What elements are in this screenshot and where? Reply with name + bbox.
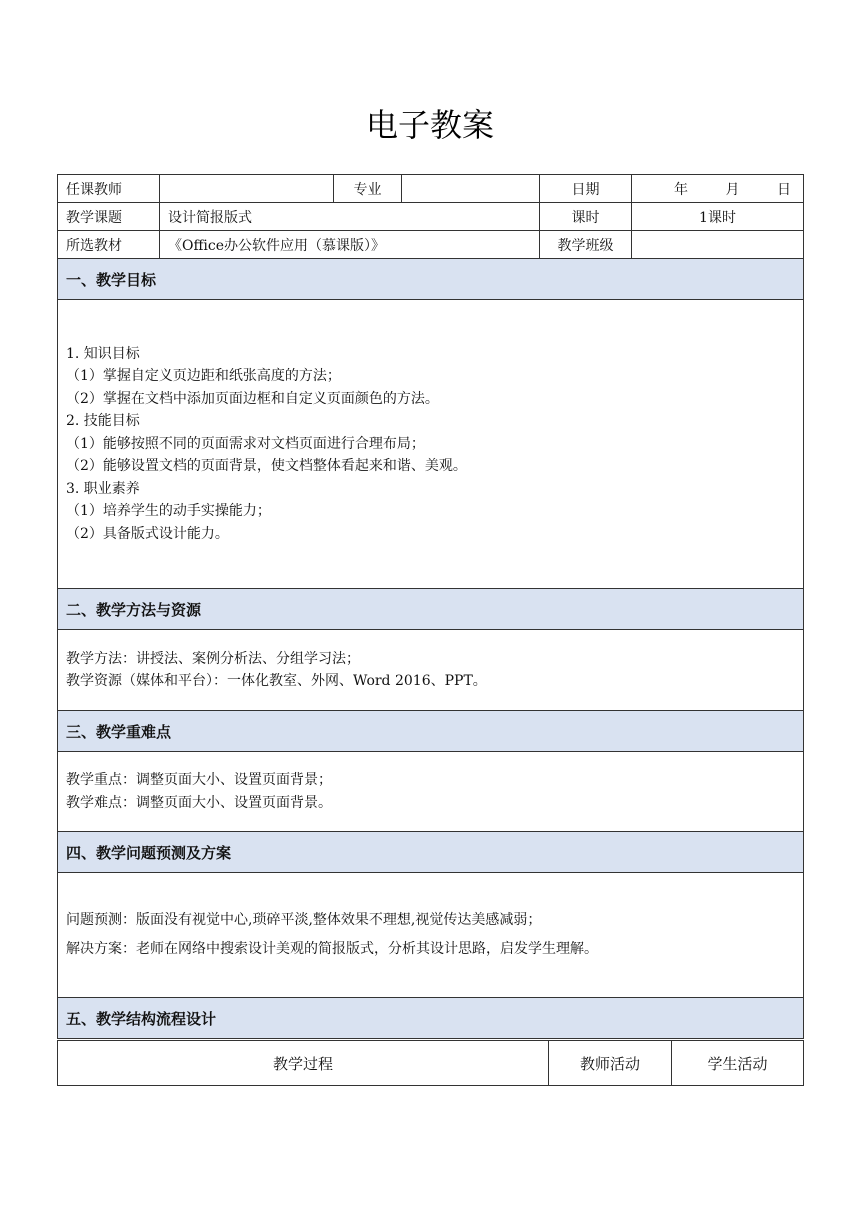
hours-label: 课时 xyxy=(540,203,632,231)
date-year: 年 xyxy=(674,181,688,198)
section-title-problems: 四、教学问题预测及方案 xyxy=(58,832,804,873)
section-header-2 xyxy=(58,589,804,630)
major-value[interactable] xyxy=(402,175,540,203)
textbook-label: 所选教材 xyxy=(58,231,160,259)
info-row-teacher xyxy=(58,175,804,203)
objective-line: 3. 职业素养 xyxy=(66,480,140,497)
keypoints-content xyxy=(58,752,804,832)
section-title-methods: 二、教学方法与资源 xyxy=(58,589,804,630)
date-day: 日 xyxy=(777,181,791,198)
col-student-activity: 学生活动 xyxy=(672,1041,804,1086)
topic-label: 教学课题 xyxy=(58,203,160,231)
methods-line: 教学资源（媒体和平台）：一体化教室、外网、Word 2016、PPT。 xyxy=(66,673,487,689)
objective-line: （1）能够按照不同的页面需求对文档页面进行合理布局； xyxy=(66,435,425,452)
objective-line: （2）能够设置文档的页面背景，使文档整体看起来和谐、美观。 xyxy=(66,458,467,475)
keypoints-line: 教学难点：调整页面大小、设置页面背景。 xyxy=(66,794,332,811)
section-header-3 xyxy=(58,711,804,752)
section-header-1 xyxy=(58,259,804,300)
objective-line: 1. 知识目标 xyxy=(66,345,140,362)
objective-line: （2）具备版式设计能力。 xyxy=(66,525,229,542)
major-label: 专业 xyxy=(334,175,402,203)
lesson-plan-table xyxy=(57,174,804,1039)
objective-line: （1）掌握自定义页边距和纸张高度的方法； xyxy=(66,368,341,385)
keypoints-line: 教学重点：调整页面大小、设置页面背景； xyxy=(66,772,332,788)
section-body-3 xyxy=(58,752,804,832)
class-label: 教学班级 xyxy=(540,231,632,259)
teacher-label: 任课教师 xyxy=(58,175,160,203)
class-value[interactable] xyxy=(632,231,804,259)
date-month: 月 xyxy=(725,181,740,198)
structure-table xyxy=(57,1040,804,1086)
problems-content xyxy=(58,873,804,998)
col-teacher-activity: 教师活动 xyxy=(549,1041,672,1086)
info-row-textbook xyxy=(58,231,804,259)
section-title-objectives: 一、教学目标 xyxy=(58,259,804,300)
methods-content xyxy=(58,630,804,711)
objective-line: （2）掌握在文档中添加页面边框和自定义页面颜色的方法。 xyxy=(66,390,439,407)
topic-value[interactable]: 设计简报版式 xyxy=(160,203,540,231)
section-title-structure: 五、教学结构流程设计 xyxy=(58,998,804,1039)
methods-line: 教学方法：讲授法、案例分析法、分组学习法； xyxy=(66,650,360,667)
date-label: 日期 xyxy=(540,175,632,203)
section-body-1 xyxy=(58,300,804,589)
problems-line: 问题预测：版面没有视觉中心,琐碎平淡,整体效果不理想,视觉传达美感减弱； xyxy=(66,912,542,928)
textbook-value[interactable]: 《Office办公软件应用（慕课版）》 xyxy=(160,231,540,259)
info-row-topic xyxy=(58,203,804,231)
page-title: 电子教案 xyxy=(365,106,494,144)
date-value[interactable] xyxy=(632,175,804,203)
col-teaching-process: 教学过程 xyxy=(58,1041,549,1086)
section-header-4 xyxy=(58,832,804,873)
problems-line: 解决方案：老师在网络中搜索设计美观的简报版式，分析其设计思路，启发学生理解。 xyxy=(66,941,598,957)
teacher-value[interactable] xyxy=(160,175,334,203)
objectives-content xyxy=(58,300,804,589)
section-body-2 xyxy=(58,630,804,711)
hours-value[interactable]: 1课时 xyxy=(632,203,804,231)
structure-header-row xyxy=(58,1041,804,1086)
section-header-5 xyxy=(58,998,804,1039)
section-body-4 xyxy=(58,873,804,998)
section-title-keypoints: 三、教学重难点 xyxy=(58,711,804,752)
objective-line: （1）培养学生的动手实操能力； xyxy=(66,503,271,520)
objective-line: 2. 技能目标 xyxy=(66,413,140,430)
